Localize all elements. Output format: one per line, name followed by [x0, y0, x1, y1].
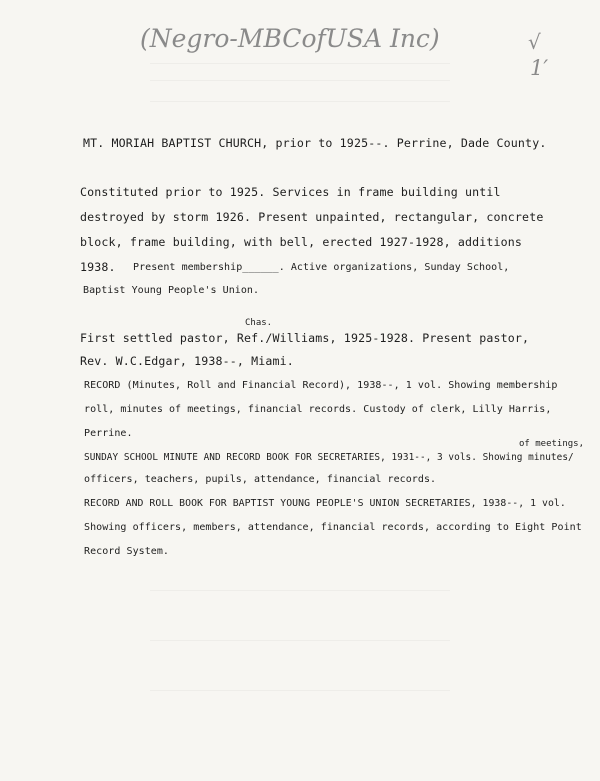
history-line: block, frame building, with bell, erected 1927-1928, additions [80, 235, 523, 249]
record-entry-line: Showing officers, members, attendance, financial records, according to Eight Point [84, 522, 582, 533]
bleed-through-line [150, 80, 450, 81]
bleed-through-line [150, 590, 450, 591]
history-line: Baptist Young People's Union. [83, 285, 260, 296]
pastor-name-insertion: Chas. [245, 318, 273, 328]
membership-line: Present membership______. Active organizations, Sunday School, [133, 262, 510, 273]
pastors-line: Rev. W.C.Edgar, 1938--, Miami. [80, 354, 294, 368]
bleed-through-line [150, 101, 450, 102]
handwritten-corner-mark: √ [528, 30, 541, 54]
record-entry-line: SUNDAY SCHOOL MINUTE AND RECORD BOOK FOR SECRETARIES, 1931--, 3 vols. Showing minutes/ [84, 452, 574, 463]
bleed-through-line [150, 640, 450, 641]
record-entry-line: roll, minutes of meetings, financial records. Custody of clerk, Lilly Harris, [84, 404, 552, 415]
entry-title: MT. MORIAH BAPTIST CHURCH, prior to 1925--. Perrine, Dade County. [83, 136, 547, 150]
history-line: Constituted prior to 1925. Services in frame building until [80, 185, 501, 199]
record-entry-line: officers, teachers, pupils, attendance, financial records. [84, 474, 437, 485]
bleed-through-line [150, 63, 450, 64]
history-line: destroyed by storm 1926. Present unpainted, rectangular, concrete [80, 210, 544, 224]
record-entry-line: Record System. [84, 546, 169, 557]
handwritten-corner-mark: 1′ [530, 56, 549, 80]
record-entry-line: RECORD (Minutes, Roll and Financial Record), 1938--, 1 vol. Showing membership [84, 380, 558, 391]
record-entry-line: RECORD AND ROLL BOOK FOR BAPTIST YOUNG PEOPLE'S UNION SECRETARIES, 1938--, 1 vol. [84, 498, 566, 509]
bleed-through-line [150, 690, 450, 691]
history-line: 1938. [80, 260, 116, 274]
record-insertion: of meetings, [519, 439, 585, 449]
pastors-line: First settled pastor, Ref./Williams, 1925-1928. Present pastor, [80, 331, 530, 345]
handwritten-header-note: (Negro-MBCofUSA Inc) [140, 24, 440, 53]
record-entry-line: Perrine. [84, 428, 133, 439]
